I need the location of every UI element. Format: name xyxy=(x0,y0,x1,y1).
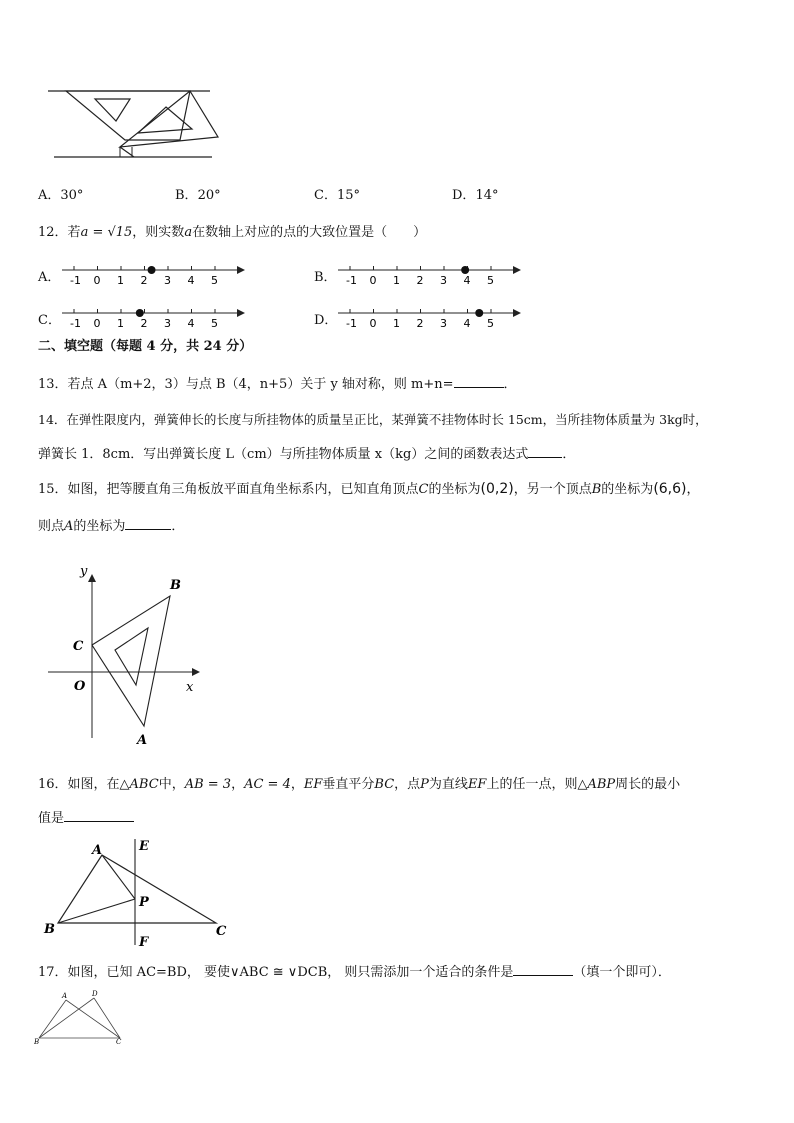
tick-label: 1 xyxy=(393,274,400,287)
label-x: x xyxy=(186,680,194,695)
answer-blank[interactable] xyxy=(528,446,562,458)
option-letter: C． xyxy=(38,313,61,328)
set-square-figure xyxy=(40,85,220,165)
point-marker xyxy=(475,309,483,317)
point-marker xyxy=(461,266,469,274)
tick-label: 1 xyxy=(117,274,124,287)
svg-text:D: D xyxy=(92,990,98,998)
q13-question: 13．若点 A（m+2，3）与点 B（4，n+5）关于 y 轴对称，则 m+n= ． xyxy=(38,377,517,392)
axis-arrow xyxy=(513,266,521,274)
tick-label: 5 xyxy=(487,274,494,287)
set-square-outer xyxy=(66,91,190,140)
tick-label: 3 xyxy=(164,274,171,287)
tick-label: 3 xyxy=(164,317,171,330)
q11-choice-d: D．14° xyxy=(452,188,499,203)
tick-label: 4 xyxy=(463,317,471,330)
axis-arrow xyxy=(513,309,521,317)
q11-choice-c: C．15° xyxy=(314,188,360,203)
triangle-abc xyxy=(92,596,170,726)
coord-b: (6,6) xyxy=(653,481,687,497)
answer-blank[interactable] xyxy=(64,810,134,822)
q16-triangle-figure xyxy=(40,835,240,950)
triangle-abc xyxy=(58,855,216,923)
set-square-inner-left xyxy=(95,99,130,121)
x-axis-arrow xyxy=(192,668,200,676)
coord-c: (0,2) xyxy=(480,481,514,497)
option-letter: B． xyxy=(314,270,337,285)
q15-line-1: 15．如图，把等腰直角三角板放平面直角坐标系内，已知直角顶点C的坐标为(0,2)，另一个顶点B的坐标为(6,6)， xyxy=(38,481,700,497)
answer-blank[interactable] xyxy=(513,964,573,976)
option-letter: D． xyxy=(314,313,338,328)
tick-label: 0 xyxy=(93,317,101,330)
number-line xyxy=(336,303,536,333)
segment-bp xyxy=(58,899,135,923)
point-marker xyxy=(136,309,144,317)
q16-line-2: 值是 xyxy=(38,810,134,825)
svg-text:B: B xyxy=(34,1038,40,1045)
svg-text:A: A xyxy=(92,843,103,858)
option-letter: A． xyxy=(38,270,61,285)
number-line xyxy=(60,260,260,290)
tick-label: 0 xyxy=(369,274,377,287)
svg-text:C: C xyxy=(216,924,227,939)
tick-label: 4 xyxy=(463,274,471,287)
tick-label: -1 xyxy=(346,274,357,287)
tick-label: 5 xyxy=(211,317,218,330)
tick-label: -1 xyxy=(70,317,81,330)
svg-text:B: B xyxy=(44,922,55,937)
q12-question: 12．若a = √15，则实数a在数轴上对应的点的大致位置是（ ） xyxy=(38,225,427,240)
q17-figure xyxy=(34,990,134,1045)
label-y: y xyxy=(80,564,88,579)
q14-line-1: 14．在弹性限度内，弹簧伸长的长度与所挂物体的质量呈正比，某弹簧不挂物体时长 15cm，当所挂物体质量为 3kg时， xyxy=(38,412,708,427)
segment-ap xyxy=(102,855,135,899)
tick-label: 4 xyxy=(187,274,195,287)
tick-label: 0 xyxy=(93,274,101,287)
axis-arrow xyxy=(237,309,245,317)
triangle-right xyxy=(120,91,218,147)
tick-label: 3 xyxy=(440,274,447,287)
tick-label: 1 xyxy=(393,317,400,330)
svg-text:P: P xyxy=(139,895,149,910)
tick-label: 0 xyxy=(369,317,377,330)
axis-arrow xyxy=(237,266,245,274)
tick-label: 3 xyxy=(440,317,447,330)
tick-label: 2 xyxy=(416,274,424,287)
svg-text:E: E xyxy=(139,839,149,854)
tick-label: -1 xyxy=(346,317,357,330)
svg-text:C: C xyxy=(116,1038,122,1045)
q12-formula: a = √15 xyxy=(80,225,133,240)
q14-line-2: 弹簧长 1．8cm．写出弹簧长度 L（cm）与所挂物体质量 x（kg）之间的函数表达式 ． xyxy=(38,447,576,462)
label-c: C xyxy=(73,639,84,654)
label-b: B xyxy=(170,578,181,593)
q15-coordinate-figure xyxy=(40,560,210,750)
q15-line-2: 则点A的坐标为 ． xyxy=(38,519,185,534)
answer-blank[interactable] xyxy=(125,518,171,530)
q11-choice-b: B．20° xyxy=(175,188,221,203)
q16-line-1: 16．如图，在△ABC中，AB = 3，AC = 4，EF垂直平分BC，点P为直线EF上的任一点，则△ABP周长的最小 xyxy=(38,777,681,792)
label-o: O xyxy=(74,679,86,694)
y-axis-arrow xyxy=(88,574,96,582)
label-a: A xyxy=(137,733,148,748)
tick-label: 2 xyxy=(416,317,424,330)
svg-text:A: A xyxy=(62,992,68,1000)
tick-label: 1 xyxy=(117,317,124,330)
answer-blank[interactable] xyxy=(454,376,504,388)
tick-label: 5 xyxy=(487,317,494,330)
tick-label: 5 xyxy=(211,274,218,287)
q17-question: 17．如图，已知 AC=BD， 要使∨ABC ≅ ∨DCB， 则只需添加一个适合的条件是 （填一个即可）． xyxy=(38,965,671,980)
number-line xyxy=(336,260,536,290)
svg-text:F: F xyxy=(139,935,149,950)
q11-choice-a: A．30° xyxy=(38,188,84,203)
section-title: 二、填空题（每题 4 分，共 24 分） xyxy=(38,339,253,354)
number-line xyxy=(60,303,260,333)
triangle-inner xyxy=(115,628,148,685)
tick-label: -1 xyxy=(70,274,81,287)
tick-label: 4 xyxy=(187,317,195,330)
point-marker xyxy=(148,266,156,274)
tick-label: 2 xyxy=(140,317,148,330)
tick-label: 2 xyxy=(140,274,148,287)
